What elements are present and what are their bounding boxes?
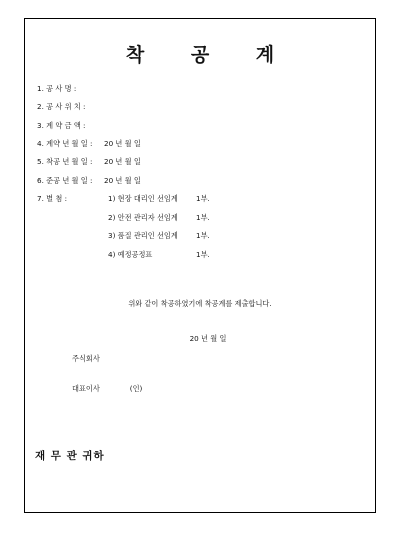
- field-project-name: [37, 84, 104, 94]
- attachment-item: [108, 194, 210, 204]
- attachment-count: 1부.: [196, 213, 210, 222]
- attachment-name: 1) 현장 대리인 선임계: [108, 194, 178, 203]
- attachments-label: 7. 별 첨 :: [37, 194, 68, 203]
- field-label: 6. 준공 년 월 일 :: [37, 176, 93, 185]
- field-value: 20 년 월 일: [104, 176, 141, 185]
- field-value: 20 년 월 일: [104, 139, 141, 148]
- field-completion-date: [37, 176, 141, 186]
- attachment-name: 2) 안전 관리자 선임계: [108, 213, 178, 222]
- declaration-text: 위와 같이 착공하였기에 착공계를 제출합니다.: [128, 299, 272, 308]
- field-start-date: [37, 157, 141, 167]
- attachment-name: 4) 예정공정표: [108, 250, 153, 259]
- submit-date: 20 년 월 일: [189, 334, 227, 343]
- field-contract-date: [37, 139, 141, 149]
- attachment-item: [108, 250, 210, 260]
- document-title: 착 공 계: [125, 44, 295, 66]
- field-project-location: [37, 102, 104, 112]
- field-label: 3. 계 약 금 액 :: [37, 121, 86, 130]
- attachment-name: 3) 품질 관리인 선임계: [108, 231, 178, 240]
- addressee: 재 무 관 귀하: [35, 450, 105, 462]
- field-label: 5. 착공 년 월 일 :: [37, 157, 93, 166]
- field-label: 2. 공 사 위 치 :: [37, 102, 86, 111]
- company-label: 주식회사: [72, 354, 100, 363]
- attachment-count: 1부.: [196, 250, 210, 259]
- attachment-count: 1부.: [196, 194, 210, 203]
- attachment-item: [108, 213, 210, 223]
- field-label: 4. 계약 년 월 일 :: [37, 139, 93, 148]
- field-value: 20 년 월 일: [104, 157, 141, 166]
- representative-line: [72, 384, 142, 394]
- field-contract-amount: [37, 121, 104, 131]
- attachment-count: 1부.: [196, 231, 210, 240]
- seal-mark: (인): [129, 384, 143, 393]
- field-label: 1. 공 사 명 :: [37, 84, 77, 93]
- representative-label: 대표이사: [72, 384, 100, 393]
- attachment-item: [108, 231, 210, 241]
